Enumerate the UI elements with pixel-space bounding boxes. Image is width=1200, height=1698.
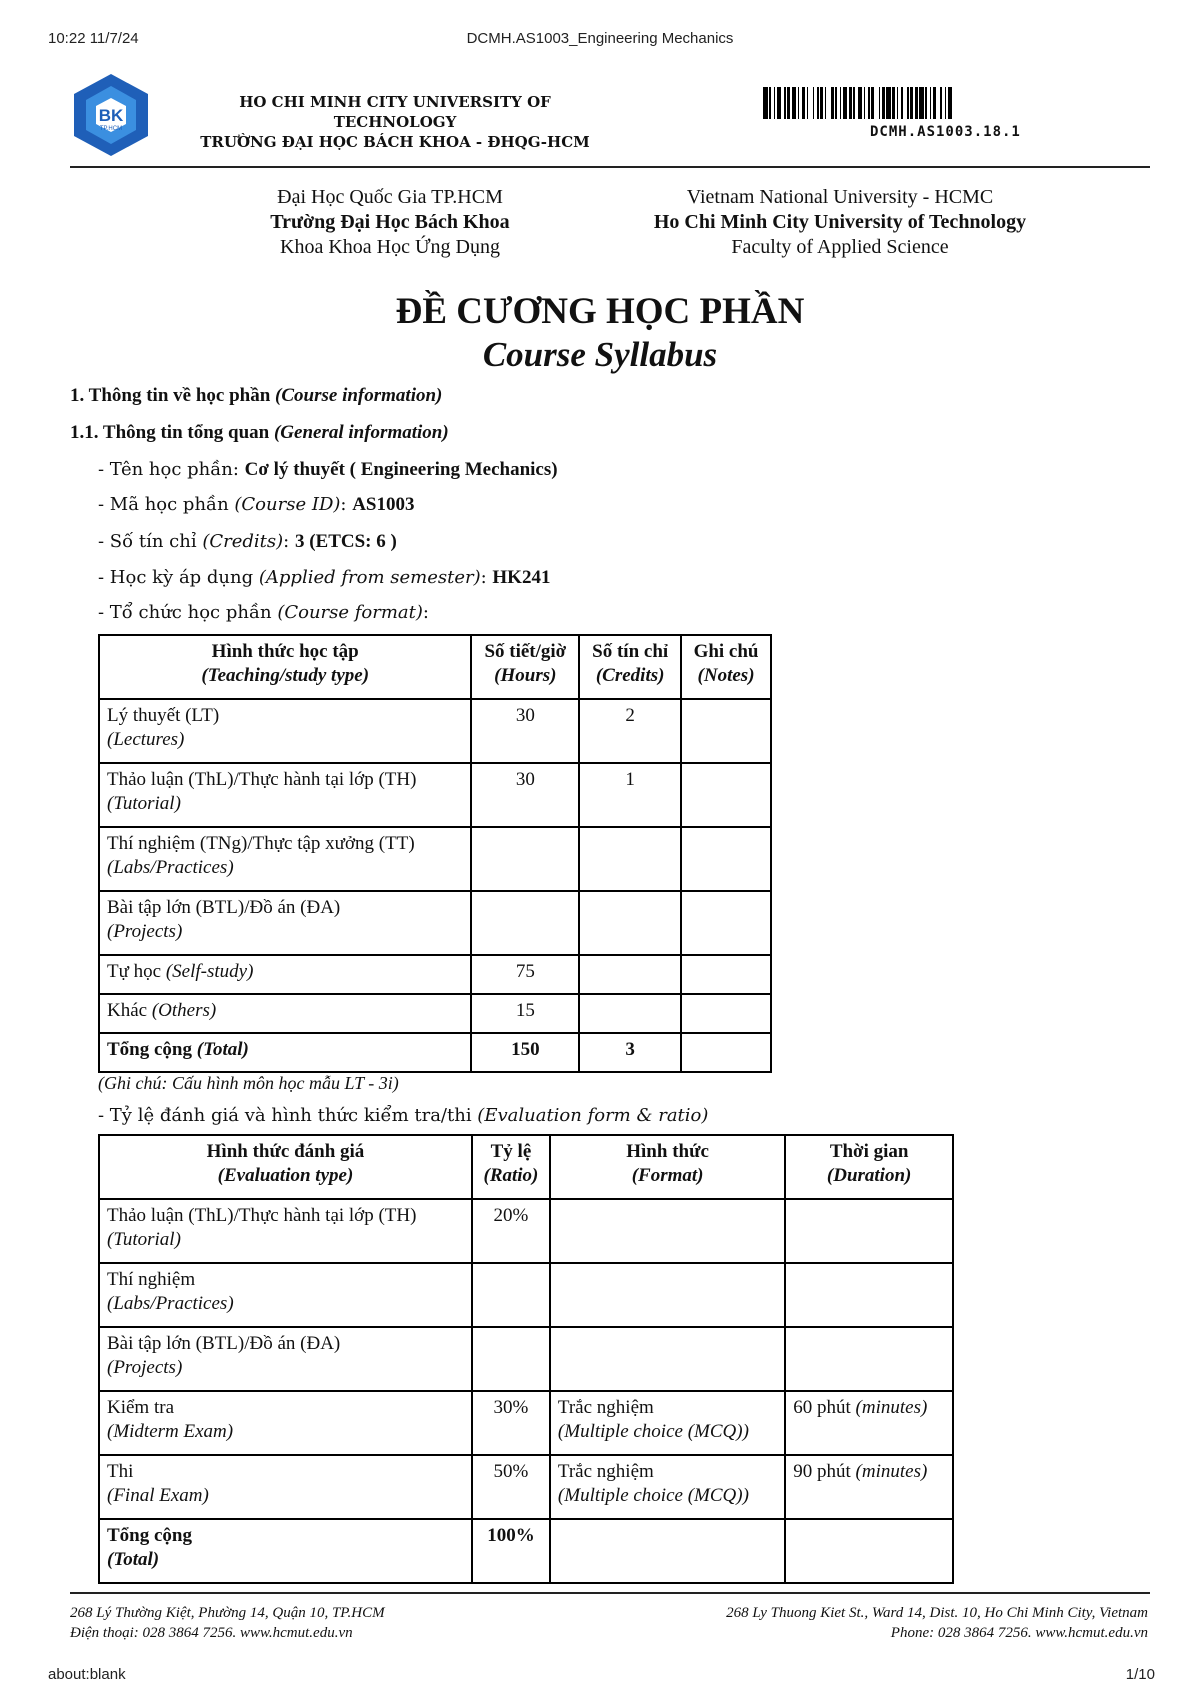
col-header-hours: Số tiết/giờ (Hours) xyxy=(471,635,579,699)
cell-notes xyxy=(681,763,771,827)
table-row xyxy=(99,1263,953,1327)
course-id-value: AS1003 xyxy=(352,494,415,515)
barcode xyxy=(763,87,1141,119)
cell-type: Bài tập lớn (BTL)/Đồ án (ĐA) (Projects) xyxy=(99,891,471,955)
cell-notes xyxy=(681,955,771,994)
barcode-bars xyxy=(763,87,1141,119)
cell-hours xyxy=(471,827,579,891)
university-name-en: HO CHI MINH CITY UNIVERSITY OF TECHNOLOGY xyxy=(239,93,551,131)
footer-en xyxy=(726,1603,1148,1643)
credits-label-en: (Credits) xyxy=(202,531,284,552)
footer-vn-address: 268 Lý Thường Kiệt, Phường 14, Quận 10, TP.HCM xyxy=(70,1605,385,1621)
cell-credits xyxy=(579,955,681,994)
cell-duration: 90 phút (minutes) xyxy=(785,1455,953,1519)
semester-sep: : xyxy=(480,567,493,588)
cell-hours: 15 xyxy=(471,994,579,1033)
document-title: ĐỀ CƯƠNG HỌC PHẦN xyxy=(395,291,805,332)
info-credits xyxy=(98,530,397,554)
barcode-text: DCMH.AS1003.18.1 xyxy=(870,124,1021,140)
cell-type: Khác (Others) xyxy=(99,994,471,1033)
cell-duration: 60 phút (minutes) xyxy=(785,1391,953,1455)
info-course-name xyxy=(98,458,558,482)
credits-value: 3 (ETCS: 6 ) xyxy=(294,531,397,552)
inst-en-line1: Vietnam National University - HCMC xyxy=(686,186,994,208)
info-course-format xyxy=(98,601,429,625)
cell-duration xyxy=(785,1263,953,1327)
cell-notes xyxy=(681,1033,771,1072)
cell-ratio: 20% xyxy=(472,1199,550,1263)
print-datetime: 10:22 11/7/24 xyxy=(48,30,139,47)
table-row xyxy=(99,955,771,994)
course-format-table xyxy=(98,634,772,1073)
document-subtitle: Course Syllabus xyxy=(482,335,718,374)
cell-ratio: 50% xyxy=(472,1455,550,1519)
cell-credits xyxy=(579,891,681,955)
institution-en xyxy=(600,185,1080,260)
footer-vn-phone: Điện thoại: 028 3864 7256. www.hcmut.edu.vn xyxy=(70,1625,353,1641)
inst-vn-line2: Trường Đại Học Bách Khoa xyxy=(270,211,510,233)
course-name-value: Cơ lý thuyết ( Engineering Mechanics) xyxy=(244,459,558,480)
footer-en-phone: Phone: 028 3864 7256. www.hcmut.edu.vn xyxy=(890,1625,1148,1641)
cell-ratio: 30% xyxy=(472,1391,550,1455)
cell-type: Lý thuyết (LT) (Lectures) xyxy=(99,699,471,763)
cell-duration xyxy=(785,1327,953,1391)
cell-format: Trắc nghiệm (Multiple choice (MCQ)) xyxy=(550,1455,785,1519)
cell-ratio: 100% xyxy=(472,1519,550,1583)
cell-format xyxy=(550,1327,785,1391)
table-row-total xyxy=(99,1033,771,1072)
cell-format xyxy=(550,1199,785,1263)
cell-hours xyxy=(471,891,579,955)
credits-sep: : xyxy=(283,531,295,552)
section-1-heading xyxy=(70,384,442,408)
cell-format xyxy=(550,1263,785,1327)
cell-hours: 150 xyxy=(471,1033,579,1072)
cell-format: Trắc nghiệm (Multiple choice (MCQ)) xyxy=(550,1391,785,1455)
section-1-1-label: 1.1. Thông tin tổng quan xyxy=(70,422,274,443)
cell-hours: 30 xyxy=(471,763,579,827)
section-1-label-en: (Course information) xyxy=(275,385,443,406)
table-row xyxy=(99,1199,953,1263)
course-id-sep: : xyxy=(340,494,353,515)
print-doc-title: DCMH.AS1003_Engineering Mechanics xyxy=(466,30,734,47)
table-row xyxy=(99,699,771,763)
format-sep: : xyxy=(422,602,429,623)
cell-eval-type: Thí nghiệm (Labs/Practices) xyxy=(99,1263,472,1327)
logo-text: BK xyxy=(98,106,124,125)
inst-en-line2: Ho Chi Minh City University of Technology xyxy=(653,211,1027,233)
footer-en-address: 268 Ly Thuong Kiet St., Ward 14, Dist. 10, Ho Chi Minh City, Vietnam xyxy=(726,1605,1148,1621)
info-course-id xyxy=(98,493,415,517)
evaluation-table xyxy=(98,1134,954,1584)
table-row xyxy=(99,891,771,955)
cell-credits xyxy=(579,994,681,1033)
print-url: about:blank xyxy=(48,1666,126,1683)
cell-credits: 1 xyxy=(579,763,681,827)
cell-hours: 75 xyxy=(471,955,579,994)
evaluation-intro xyxy=(98,1104,708,1128)
institution-vn xyxy=(150,185,630,260)
cell-credits: 2 xyxy=(579,699,681,763)
course-id-label: - Mã học phần xyxy=(98,494,235,515)
table-note: (Ghi chú: Cấu hình môn học mẫu LT - 3i) xyxy=(98,1073,399,1093)
cell-hours: 30 xyxy=(471,699,579,763)
semester-label-en: (Applied from semester) xyxy=(258,567,481,588)
credits-label: - Số tín chỉ xyxy=(98,531,203,552)
cell-ratio xyxy=(472,1263,550,1327)
col-header-eval-type: Hình thức đánh giá (Evaluation type) xyxy=(99,1135,472,1199)
logo-subtext: TP.HCM xyxy=(99,126,123,132)
cell-eval-type: Thảo luận (ThL)/Thực hành tại lớp (TH) (Tutorial) xyxy=(99,1199,472,1263)
col-header-notes: Ghi chú (Notes) xyxy=(681,635,771,699)
cell-type: Thí nghiệm (TNg)/Thực tập xưởng (TT) (Labs/Practices) xyxy=(99,827,471,891)
university-name-block xyxy=(180,92,610,152)
table-header-row xyxy=(99,1135,953,1199)
cell-eval-type: Bài tập lớn (BTL)/Đồ án (ĐA) (Projects) xyxy=(99,1327,472,1391)
header-rule xyxy=(70,166,1150,168)
course-id-label-en: (Course ID) xyxy=(234,494,341,515)
format-label-en: (Course format) xyxy=(277,602,423,623)
footer-vn xyxy=(70,1603,385,1643)
col-header-type: Hình thức học tập (Teaching/study type) xyxy=(99,635,471,699)
barcode-bar xyxy=(952,87,954,119)
cell-type: Tổng cộng (Total) xyxy=(99,1033,471,1072)
table-row xyxy=(99,827,771,891)
course-name-label: - Tên học phần: xyxy=(98,459,245,480)
col-header-format: Hình thức (Format) xyxy=(550,1135,785,1199)
semester-value: HK241 xyxy=(492,567,551,588)
col-header-ratio: Tỷ lệ (Ratio) xyxy=(472,1135,550,1199)
section-1-1-heading xyxy=(70,421,449,445)
university-name-vn: TRƯỜNG ĐẠI HỌC BÁCH KHOA - ĐHQG-HCM xyxy=(200,133,590,151)
table-row-total xyxy=(99,1519,953,1583)
footer-rule xyxy=(70,1592,1150,1594)
col-header-duration: Thời gian (Duration) xyxy=(785,1135,953,1199)
format-label: - Tổ chức học phần xyxy=(98,602,278,623)
cell-credits xyxy=(579,827,681,891)
cell-eval-type: Kiểm tra (Midterm Exam) xyxy=(99,1391,472,1455)
cell-notes xyxy=(681,699,771,763)
cell-notes xyxy=(681,891,771,955)
inst-vn-line1: Đại Học Quốc Gia TP.HCM xyxy=(277,186,503,208)
cell-ratio xyxy=(472,1327,550,1391)
print-page-number: 1/10 xyxy=(1125,1666,1155,1683)
table-row xyxy=(99,994,771,1033)
cell-eval-type: Thi (Final Exam) xyxy=(99,1455,472,1519)
cell-credits: 3 xyxy=(579,1033,681,1072)
cell-format xyxy=(550,1519,785,1583)
info-semester xyxy=(98,566,550,590)
table-row xyxy=(99,1327,953,1391)
cell-duration xyxy=(785,1519,953,1583)
table-row xyxy=(99,1391,953,1455)
col-header-credits: Số tín chỉ (Credits) xyxy=(579,635,681,699)
cell-duration xyxy=(785,1199,953,1263)
section-1-label: 1. Thông tin về học phần xyxy=(70,385,276,406)
section-1-1-label-en: (General information) xyxy=(273,422,449,443)
evaluation-label-en: (Evaluation form & ratio) xyxy=(477,1105,709,1126)
evaluation-label: - Tỷ lệ đánh giá và hình thức kiểm tra/thi xyxy=(98,1105,478,1126)
cell-eval-type: Tổng cộng (Total) xyxy=(99,1519,472,1583)
cell-type: Thảo luận (ThL)/Thực hành tại lớp (TH) (Tutorial) xyxy=(99,763,471,827)
semester-label: - Học kỳ áp dụng xyxy=(98,567,259,588)
inst-vn-line3: Khoa Khoa Học Ứng Dụng xyxy=(280,236,500,258)
cell-notes xyxy=(681,994,771,1033)
cell-type: Tự học (Self-study) xyxy=(99,955,471,994)
table-header-row xyxy=(99,635,771,699)
table-row xyxy=(99,1455,953,1519)
inst-en-line3: Faculty of Applied Science xyxy=(731,236,949,258)
university-logo xyxy=(68,72,154,163)
table-row xyxy=(99,763,771,827)
cell-notes xyxy=(681,827,771,891)
